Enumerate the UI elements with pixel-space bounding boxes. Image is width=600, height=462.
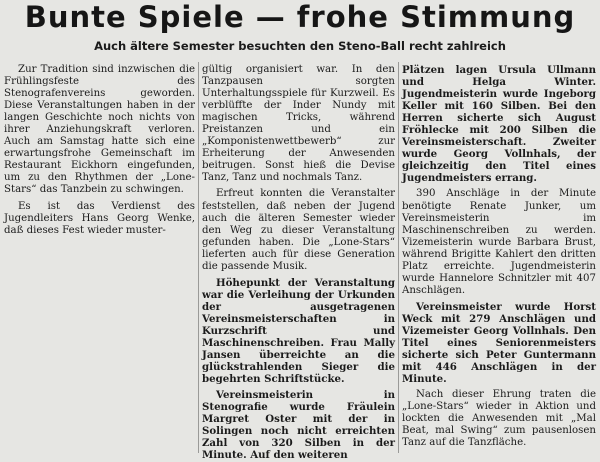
paragraph: 390 Anschläge in der Minute benötigte Renate Junker, um Vereinsmeisterin im Maschinenschreiben zu werden. Vizemeisterin wurde Barbara Brust, während Brigitte Kahlert den dritten Platz erreichte. Jugendmeisterin wurde Hannelore Schnitzler mit 407 Anschlägen. [402,188,596,296]
paragraph: Nach dieser Ehrung traten die „Lone-Stars“ wieder in Aktion und lockten die Anwesenden mit „Mal Beat, mal Swing“ zum pausenlosen Tanz auf die Tanzfläche. [402,389,596,449]
paragraph: gültig organisiert war. In den Tanzpausen sorgten Unterhaltungsspiele für Kurzweil. Es verblüffte der Inder Nundy mit magischen Tricks, während Preistanzen und ein „Komponistenwettbewerb“ zur Erheiterung der Anwesenden beitrugen. Sonst hieß die Devise Tanz, Tanz und nochmals Tanz. [202,64,395,184]
paragraph: Es ist das Verdienst des Jugendleiters Hans Georg Wenke, daß dieses Fest wieder muster- [4,200,195,236]
column-2 [202,64,395,462]
column-3 [402,64,596,453]
column-divider [198,62,199,453]
paragraph: Vereinsmeisterin in Stenografie wurde Fräulein Margret Oster mit der in Solingen noch nicht erreichten Zahl von 320 Silben in der Minute. Auf den weiteren [202,389,395,462]
subheadline: Auch ältere Semester besuchten den Steno-Ball recht zahlreich [94,39,506,53]
paragraph: Erfreut konnten die Veranstalter feststellen, daß neben der Jugend auch die älteren Semester wieder den Weg zu dieser Veranstaltung gefunden haben. Die „Lone-Stars“ lieferten auch für diese Generation die passende Musik. [202,188,395,272]
column-divider [398,62,399,453]
paragraph: Zur Tradition sind inzwischen die Frühlingsfeste des Stenografenvereins geworden. Diese Veranstaltungen haben in der langen Geschichte noch nichts von ihrer Anziehungskraft verloren. Auch am Samstag hatte sich eine erwartungsfrohe Gemeinschaft im Restaurant Eickhorn eingefunden, um zu den Rhythmen der „Lone-Stars“ das Tanzbein zu schwingen. [4,64,195,196]
paragraph: Höhepunkt der Veranstaltung war die Verleihung der Urkunden der ausgetragenen Vereinsmeisterschaften in Kurzschrift und Maschinenschreiben. Frau Mally Jansen überreichte an die glückstrahlenden Sieger die begehrten Schriftstücke. [202,276,395,386]
column-1 [4,64,195,453]
headline: Bunte Spiele — frohe Stimmung [24,0,576,34]
paragraph: Vereinsmeister wurde Horst Weck mit 279 Anschlägen und Vizemeister Georg Vollnhals. Den Titel eines Seniorenmeisters sicherte sich Peter Guntermann mit 446 Anschlägen in der Minute. [402,300,596,386]
paragraph: Plätzen lagen Ursula Ullmann und Helga Winter. Jugendmeisterin wurde Ingeborg Keller mit 160 Silben. Bei den Herren sicherte sich August Fröhlecke mit 200 Silben die Vereinsmeisterschaft. Zweiter wurde Georg Vollnhals, der gleichzeitig den Titel eines Jugendmeisters errang. [402,64,596,185]
